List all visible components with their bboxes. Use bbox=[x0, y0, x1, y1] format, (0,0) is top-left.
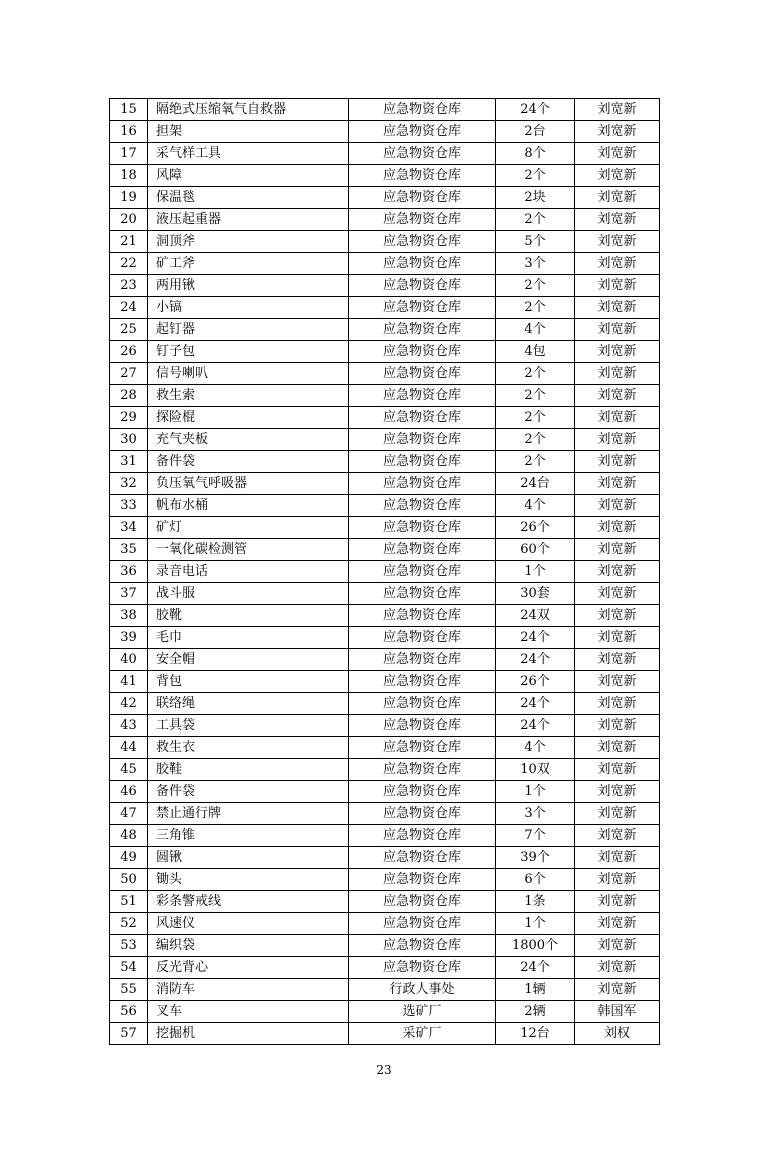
quantity-cell: 4个 bbox=[496, 319, 575, 341]
row-number-cell: 22 bbox=[110, 253, 148, 275]
table-row bbox=[110, 781, 660, 803]
row-number-cell: 40 bbox=[110, 649, 148, 671]
storage-location-cell: 应急物资仓库 bbox=[349, 781, 496, 803]
quantity-cell: 3个 bbox=[496, 803, 575, 825]
row-number-cell: 34 bbox=[110, 517, 148, 539]
storage-location-cell: 应急物资仓库 bbox=[349, 297, 496, 319]
item-name-cell: 采气样工具 bbox=[148, 143, 349, 165]
item-name-cell: 胶靴 bbox=[148, 605, 349, 627]
quantity-cell: 2个 bbox=[496, 429, 575, 451]
table-row bbox=[110, 891, 660, 913]
responsible-person-cell: 刘宽新 bbox=[575, 165, 660, 187]
item-name-cell: 锄头 bbox=[148, 869, 349, 891]
row-number-cell: 53 bbox=[110, 935, 148, 957]
table-row bbox=[110, 1023, 660, 1045]
responsible-person-cell: 刘宽新 bbox=[575, 781, 660, 803]
responsible-person-cell: 刘宽新 bbox=[575, 891, 660, 913]
item-name-cell: 帆布水桶 bbox=[148, 495, 349, 517]
responsible-person-cell: 刘宽新 bbox=[575, 869, 660, 891]
storage-location-cell: 应急物资仓库 bbox=[349, 561, 496, 583]
storage-location-cell: 应急物资仓库 bbox=[349, 539, 496, 561]
row-number-cell: 19 bbox=[110, 187, 148, 209]
row-number-cell: 31 bbox=[110, 451, 148, 473]
row-number-cell: 37 bbox=[110, 583, 148, 605]
storage-location-cell: 应急物资仓库 bbox=[349, 693, 496, 715]
row-number-cell: 47 bbox=[110, 803, 148, 825]
table-row bbox=[110, 341, 660, 363]
table-row bbox=[110, 473, 660, 495]
table-row bbox=[110, 165, 660, 187]
storage-location-cell: 应急物资仓库 bbox=[349, 121, 496, 143]
table-row bbox=[110, 715, 660, 737]
table-row bbox=[110, 297, 660, 319]
quantity-cell: 6个 bbox=[496, 869, 575, 891]
storage-location-cell: 应急物资仓库 bbox=[349, 759, 496, 781]
quantity-cell: 24台 bbox=[496, 473, 575, 495]
responsible-person-cell: 刘宽新 bbox=[575, 539, 660, 561]
row-number-cell: 35 bbox=[110, 539, 148, 561]
storage-location-cell: 应急物资仓库 bbox=[349, 891, 496, 913]
item-name-cell: 风速仪 bbox=[148, 913, 349, 935]
responsible-person-cell: 刘宽新 bbox=[575, 473, 660, 495]
storage-location-cell: 应急物资仓库 bbox=[349, 363, 496, 385]
table-row bbox=[110, 275, 660, 297]
table-row bbox=[110, 935, 660, 957]
storage-location-cell: 应急物资仓库 bbox=[349, 649, 496, 671]
quantity-cell: 10双 bbox=[496, 759, 575, 781]
quantity-cell: 24个 bbox=[496, 627, 575, 649]
table-row bbox=[110, 385, 660, 407]
responsible-person-cell: 刘宽新 bbox=[575, 671, 660, 693]
row-number-cell: 27 bbox=[110, 363, 148, 385]
responsible-person-cell: 刘宽新 bbox=[575, 341, 660, 363]
item-name-cell: 隔绝式压缩氧气自救器 bbox=[148, 99, 349, 121]
item-name-cell: 叉车 bbox=[148, 1001, 349, 1023]
storage-location-cell: 应急物资仓库 bbox=[349, 737, 496, 759]
table-row bbox=[110, 407, 660, 429]
table-row bbox=[110, 319, 660, 341]
quantity-cell: 2台 bbox=[496, 121, 575, 143]
item-name-cell: 风障 bbox=[148, 165, 349, 187]
responsible-person-cell: 刘宽新 bbox=[575, 759, 660, 781]
row-number-cell: 29 bbox=[110, 407, 148, 429]
quantity-cell: 60个 bbox=[496, 539, 575, 561]
responsible-person-cell: 刘宽新 bbox=[575, 231, 660, 253]
storage-location-cell: 应急物资仓库 bbox=[349, 869, 496, 891]
item-name-cell: 充气夹板 bbox=[148, 429, 349, 451]
quantity-cell: 2块 bbox=[496, 187, 575, 209]
item-name-cell: 洞顶斧 bbox=[148, 231, 349, 253]
responsible-person-cell: 刘宽新 bbox=[575, 847, 660, 869]
row-number-cell: 52 bbox=[110, 913, 148, 935]
quantity-cell: 2个 bbox=[496, 165, 575, 187]
row-number-cell: 24 bbox=[110, 297, 148, 319]
quantity-cell: 24个 bbox=[496, 649, 575, 671]
quantity-cell: 2个 bbox=[496, 385, 575, 407]
storage-location-cell: 应急物资仓库 bbox=[349, 517, 496, 539]
table-row bbox=[110, 99, 660, 121]
row-number-cell: 16 bbox=[110, 121, 148, 143]
table-row bbox=[110, 847, 660, 869]
item-name-cell: 担架 bbox=[148, 121, 349, 143]
storage-location-cell: 应急物资仓库 bbox=[349, 451, 496, 473]
quantity-cell: 4个 bbox=[496, 495, 575, 517]
table-row bbox=[110, 231, 660, 253]
responsible-person-cell: 刘宽新 bbox=[575, 407, 660, 429]
table-row bbox=[110, 671, 660, 693]
responsible-person-cell: 刘宽新 bbox=[575, 825, 660, 847]
table-row bbox=[110, 627, 660, 649]
table-row bbox=[110, 803, 660, 825]
storage-location-cell: 应急物资仓库 bbox=[349, 803, 496, 825]
item-name-cell: 液压起重器 bbox=[148, 209, 349, 231]
row-number-cell: 32 bbox=[110, 473, 148, 495]
responsible-person-cell: 刘宽新 bbox=[575, 187, 660, 209]
item-name-cell: 一氧化碳检测管 bbox=[148, 539, 349, 561]
responsible-person-cell: 刘宽新 bbox=[575, 561, 660, 583]
responsible-person-cell: 刘宽新 bbox=[575, 935, 660, 957]
storage-location-cell: 应急物资仓库 bbox=[349, 473, 496, 495]
responsible-person-cell: 刘宽新 bbox=[575, 517, 660, 539]
quantity-cell: 2个 bbox=[496, 363, 575, 385]
storage-location-cell: 应急物资仓库 bbox=[349, 627, 496, 649]
row-number-cell: 57 bbox=[110, 1023, 148, 1045]
storage-location-cell: 应急物资仓库 bbox=[349, 715, 496, 737]
row-number-cell: 25 bbox=[110, 319, 148, 341]
item-name-cell: 胶鞋 bbox=[148, 759, 349, 781]
quantity-cell: 2个 bbox=[496, 297, 575, 319]
quantity-cell: 4包 bbox=[496, 341, 575, 363]
item-name-cell: 保温毯 bbox=[148, 187, 349, 209]
item-name-cell: 信号喇叭 bbox=[148, 363, 349, 385]
row-number-cell: 38 bbox=[110, 605, 148, 627]
responsible-person-cell: 刘宽新 bbox=[575, 913, 660, 935]
responsible-person-cell: 刘宽新 bbox=[575, 209, 660, 231]
quantity-cell: 1800个 bbox=[496, 935, 575, 957]
item-name-cell: 备件袋 bbox=[148, 781, 349, 803]
row-number-cell: 41 bbox=[110, 671, 148, 693]
table-row bbox=[110, 869, 660, 891]
row-number-cell: 17 bbox=[110, 143, 148, 165]
row-number-cell: 49 bbox=[110, 847, 148, 869]
storage-location-cell: 采矿厂 bbox=[349, 1023, 496, 1045]
table-row bbox=[110, 187, 660, 209]
quantity-cell: 24个 bbox=[496, 693, 575, 715]
item-name-cell: 三角锥 bbox=[148, 825, 349, 847]
responsible-person-cell: 刘宽新 bbox=[575, 121, 660, 143]
row-number-cell: 56 bbox=[110, 1001, 148, 1023]
responsible-person-cell: 刘宽新 bbox=[575, 385, 660, 407]
storage-location-cell: 应急物资仓库 bbox=[349, 231, 496, 253]
responsible-person-cell: 刘宽新 bbox=[575, 143, 660, 165]
quantity-cell: 1个 bbox=[496, 913, 575, 935]
table-row bbox=[110, 957, 660, 979]
page-number: 23 bbox=[376, 1063, 392, 1077]
row-number-cell: 36 bbox=[110, 561, 148, 583]
row-number-cell: 46 bbox=[110, 781, 148, 803]
item-name-cell: 矿工斧 bbox=[148, 253, 349, 275]
table-row bbox=[110, 209, 660, 231]
storage-location-cell: 应急物资仓库 bbox=[349, 385, 496, 407]
quantity-cell: 24个 bbox=[496, 715, 575, 737]
storage-location-cell: 应急物资仓库 bbox=[349, 187, 496, 209]
responsible-person-cell: 刘宽新 bbox=[575, 957, 660, 979]
item-name-cell: 工具袋 bbox=[148, 715, 349, 737]
table-row bbox=[110, 121, 660, 143]
table-row bbox=[110, 759, 660, 781]
table-row bbox=[110, 253, 660, 275]
storage-location-cell: 应急物资仓库 bbox=[349, 913, 496, 935]
storage-location-cell: 应急物资仓库 bbox=[349, 671, 496, 693]
responsible-person-cell: 刘宽新 bbox=[575, 495, 660, 517]
quantity-cell: 2个 bbox=[496, 451, 575, 473]
storage-location-cell: 应急物资仓库 bbox=[349, 209, 496, 231]
storage-location-cell: 应急物资仓库 bbox=[349, 605, 496, 627]
quantity-cell: 39个 bbox=[496, 847, 575, 869]
table-row bbox=[110, 913, 660, 935]
row-number-cell: 23 bbox=[110, 275, 148, 297]
quantity-cell: 26个 bbox=[496, 671, 575, 693]
responsible-person-cell: 刘宽新 bbox=[575, 715, 660, 737]
table-row bbox=[110, 363, 660, 385]
item-name-cell: 安全帽 bbox=[148, 649, 349, 671]
storage-location-cell: 应急物资仓库 bbox=[349, 275, 496, 297]
item-name-cell: 消防车 bbox=[148, 979, 349, 1001]
responsible-person-cell: 刘宽新 bbox=[575, 627, 660, 649]
item-name-cell: 挖掘机 bbox=[148, 1023, 349, 1045]
row-number-cell: 33 bbox=[110, 495, 148, 517]
quantity-cell: 1个 bbox=[496, 781, 575, 803]
table-row bbox=[110, 1001, 660, 1023]
item-name-cell: 背包 bbox=[148, 671, 349, 693]
storage-location-cell: 应急物资仓库 bbox=[349, 957, 496, 979]
table-row bbox=[110, 649, 660, 671]
row-number-cell: 51 bbox=[110, 891, 148, 913]
row-number-cell: 50 bbox=[110, 869, 148, 891]
item-name-cell: 救生索 bbox=[148, 385, 349, 407]
storage-location-cell: 应急物资仓库 bbox=[349, 341, 496, 363]
table-row bbox=[110, 693, 660, 715]
quantity-cell: 4个 bbox=[496, 737, 575, 759]
item-name-cell: 负压氧气呼吸器 bbox=[148, 473, 349, 495]
responsible-person-cell: 刘宽新 bbox=[575, 275, 660, 297]
responsible-person-cell: 刘宽新 bbox=[575, 737, 660, 759]
table-row bbox=[110, 429, 660, 451]
storage-location-cell: 应急物资仓库 bbox=[349, 495, 496, 517]
quantity-cell: 24个 bbox=[496, 99, 575, 121]
row-number-cell: 48 bbox=[110, 825, 148, 847]
table-row bbox=[110, 583, 660, 605]
responsible-person-cell: 刘权 bbox=[575, 1023, 660, 1045]
row-number-cell: 55 bbox=[110, 979, 148, 1001]
table-row bbox=[110, 605, 660, 627]
row-number-cell: 28 bbox=[110, 385, 148, 407]
storage-location-cell: 应急物资仓库 bbox=[349, 429, 496, 451]
item-name-cell: 反光背心 bbox=[148, 957, 349, 979]
responsible-person-cell: 刘宽新 bbox=[575, 605, 660, 627]
quantity-cell: 7个 bbox=[496, 825, 575, 847]
equipment-table-body bbox=[110, 99, 660, 1045]
responsible-person-cell: 刘宽新 bbox=[575, 253, 660, 275]
table-row bbox=[110, 561, 660, 583]
storage-location-cell: 应急物资仓库 bbox=[349, 935, 496, 957]
responsible-person-cell: 刘宽新 bbox=[575, 363, 660, 385]
table-row bbox=[110, 143, 660, 165]
item-name-cell: 录音电话 bbox=[148, 561, 349, 583]
responsible-person-cell: 刘宽新 bbox=[575, 979, 660, 1001]
quantity-cell: 8个 bbox=[496, 143, 575, 165]
item-name-cell: 战斗服 bbox=[148, 583, 349, 605]
storage-location-cell: 应急物资仓库 bbox=[349, 407, 496, 429]
row-number-cell: 43 bbox=[110, 715, 148, 737]
row-number-cell: 15 bbox=[110, 99, 148, 121]
quantity-cell: 2个 bbox=[496, 275, 575, 297]
row-number-cell: 20 bbox=[110, 209, 148, 231]
item-name-cell: 救生衣 bbox=[148, 737, 349, 759]
table-row bbox=[110, 539, 660, 561]
responsible-person-cell: 刘宽新 bbox=[575, 99, 660, 121]
table-row bbox=[110, 825, 660, 847]
responsible-person-cell: 刘宽新 bbox=[575, 429, 660, 451]
quantity-cell: 24个 bbox=[496, 957, 575, 979]
storage-location-cell: 应急物资仓库 bbox=[349, 847, 496, 869]
row-number-cell: 45 bbox=[110, 759, 148, 781]
row-number-cell: 18 bbox=[110, 165, 148, 187]
table-row bbox=[110, 737, 660, 759]
storage-location-cell: 应急物资仓库 bbox=[349, 99, 496, 121]
responsible-person-cell: 刘宽新 bbox=[575, 297, 660, 319]
responsible-person-cell: 刘宽新 bbox=[575, 319, 660, 341]
storage-location-cell: 行政人事处 bbox=[349, 979, 496, 1001]
quantity-cell: 5个 bbox=[496, 231, 575, 253]
responsible-person-cell: 刘宽新 bbox=[575, 649, 660, 671]
responsible-person-cell: 刘宽新 bbox=[575, 583, 660, 605]
responsible-person-cell: 刘宽新 bbox=[575, 803, 660, 825]
row-number-cell: 39 bbox=[110, 627, 148, 649]
quantity-cell: 3个 bbox=[496, 253, 575, 275]
table-row bbox=[110, 517, 660, 539]
item-name-cell: 起钉器 bbox=[148, 319, 349, 341]
storage-location-cell: 选矿厂 bbox=[349, 1001, 496, 1023]
storage-location-cell: 应急物资仓库 bbox=[349, 583, 496, 605]
item-name-cell: 备件袋 bbox=[148, 451, 349, 473]
row-number-cell: 21 bbox=[110, 231, 148, 253]
storage-location-cell: 应急物资仓库 bbox=[349, 143, 496, 165]
equipment-table bbox=[109, 98, 660, 1045]
quantity-cell: 12台 bbox=[496, 1023, 575, 1045]
row-number-cell: 30 bbox=[110, 429, 148, 451]
storage-location-cell: 应急物资仓库 bbox=[349, 825, 496, 847]
quantity-cell: 2个 bbox=[496, 407, 575, 429]
item-name-cell: 禁止通行牌 bbox=[148, 803, 349, 825]
item-name-cell: 探险棍 bbox=[148, 407, 349, 429]
quantity-cell: 1个 bbox=[496, 561, 575, 583]
table-row bbox=[110, 979, 660, 1001]
storage-location-cell: 应急物资仓库 bbox=[349, 319, 496, 341]
item-name-cell: 编织袋 bbox=[148, 935, 349, 957]
quantity-cell: 1条 bbox=[496, 891, 575, 913]
responsible-person-cell: 韩国军 bbox=[575, 1001, 660, 1023]
storage-location-cell: 应急物资仓库 bbox=[349, 253, 496, 275]
item-name-cell: 联络绳 bbox=[148, 693, 349, 715]
table-row bbox=[110, 495, 660, 517]
quantity-cell: 24双 bbox=[496, 605, 575, 627]
item-name-cell: 两用锹 bbox=[148, 275, 349, 297]
quantity-cell: 1辆 bbox=[496, 979, 575, 1001]
quantity-cell: 26个 bbox=[496, 517, 575, 539]
storage-location-cell: 应急物资仓库 bbox=[349, 165, 496, 187]
quantity-cell: 2辆 bbox=[496, 1001, 575, 1023]
item-name-cell: 彩条警戒线 bbox=[148, 891, 349, 913]
responsible-person-cell: 刘宽新 bbox=[575, 451, 660, 473]
row-number-cell: 26 bbox=[110, 341, 148, 363]
item-name-cell: 矿灯 bbox=[148, 517, 349, 539]
row-number-cell: 42 bbox=[110, 693, 148, 715]
item-name-cell: 小镐 bbox=[148, 297, 349, 319]
quantity-cell: 2个 bbox=[496, 209, 575, 231]
item-name-cell: 圆锹 bbox=[148, 847, 349, 869]
item-name-cell: 钉子包 bbox=[148, 341, 349, 363]
row-number-cell: 54 bbox=[110, 957, 148, 979]
row-number-cell: 44 bbox=[110, 737, 148, 759]
responsible-person-cell: 刘宽新 bbox=[575, 693, 660, 715]
quantity-cell: 30套 bbox=[496, 583, 575, 605]
table-row bbox=[110, 451, 660, 473]
item-name-cell: 毛巾 bbox=[148, 627, 349, 649]
